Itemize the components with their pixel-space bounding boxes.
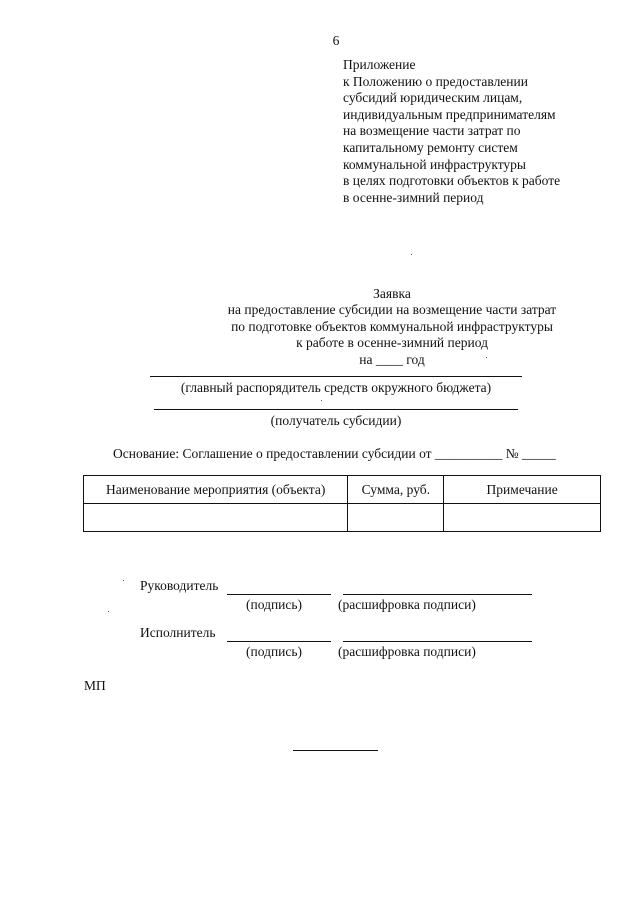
executor-sign-line[interactable] <box>227 641 331 642</box>
appendix-header <box>343 57 560 206</box>
column-header-amount: Сумма, руб. <box>348 476 444 504</box>
appendix-line: коммунальной инфраструктуры <box>343 156 526 172</box>
scan-speck <box>411 254 412 255</box>
appendix-line: в осенне-зимний период <box>343 189 484 205</box>
appendix-line: на возмещение части затрат по <box>343 123 521 139</box>
head-signature-label: Руководитель <box>140 578 219 593</box>
request-title-block <box>60 286 640 368</box>
page-number: 6 <box>332 33 340 48</box>
head-sign-caption: (подпись) <box>246 597 303 612</box>
column-header-note: Примечание <box>444 476 601 504</box>
head-sign-line[interactable] <box>227 594 331 595</box>
stamp-place-label: МП <box>84 678 106 693</box>
appendix-line: к Положению о предоставлении <box>343 73 528 89</box>
appendix-line: Приложение <box>343 57 416 72</box>
head-decode-caption: (расшифровка подписи) <box>338 597 476 612</box>
request-subtitle-line: к работе в осенне-зимний период <box>296 335 488 351</box>
basis-line: Основание: Соглашение о предоставлении субсидии от __________ № _____ <box>113 446 556 461</box>
request-year-line: на ____ год <box>359 351 425 367</box>
scan-speck <box>321 400 322 401</box>
appendix-line: субсидий юридическим лицам, <box>343 90 523 106</box>
scan-speck <box>108 611 109 612</box>
recipient-caption: (получатель субсидии) <box>270 413 402 428</box>
executor-decode-caption: (расшифровка подписи) <box>338 644 476 659</box>
appendix-line: капитальному ремонту систем <box>343 139 518 155</box>
scan-speck <box>123 580 124 581</box>
events-table <box>83 475 601 532</box>
column-header-event-name: Наименование мероприятия (объекта) <box>84 476 348 504</box>
appendix-line: в целях подготовки объектов к работе <box>343 173 561 189</box>
main-administrator-line <box>150 376 522 377</box>
table-row <box>84 504 601 532</box>
table-header-row <box>84 476 601 504</box>
recipient-line <box>154 409 518 410</box>
request-subtitle-line: на предоставление субсидии на возмещение части затрат <box>227 302 557 318</box>
table-cell-note[interactable] <box>444 504 601 532</box>
request-subtitle-line: по подготовке объектов коммунальной инфраструктуры <box>231 318 553 334</box>
request-heading: Заявка <box>373 286 411 301</box>
head-decode-line[interactable] <box>343 594 532 595</box>
main-administrator-caption: (главный распорядитель средств окружного бюджета) <box>180 380 492 395</box>
table-cell-amount[interactable] <box>348 504 444 532</box>
executor-decode-line[interactable] <box>343 641 532 642</box>
executor-sign-caption: (подпись) <box>246 644 303 659</box>
table-cell-event-name[interactable] <box>84 504 348 532</box>
executor-signature-label: Исполнитель <box>140 625 216 640</box>
appendix-line: индивидуальным предпринимателям <box>343 106 556 122</box>
closing-separator-line <box>293 750 378 751</box>
